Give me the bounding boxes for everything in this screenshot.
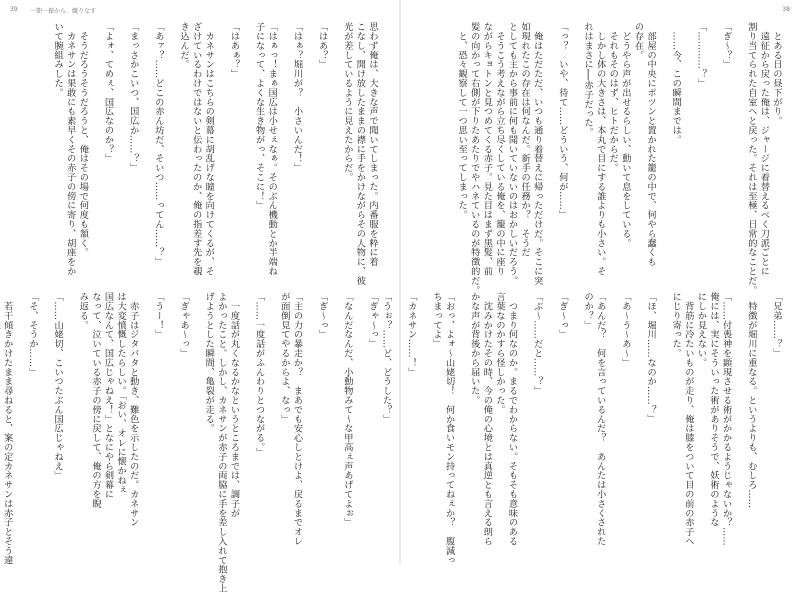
right-page-number: 38 [782,6,790,13]
running-title: 一期一振から、織りなす [30,8,97,15]
left-page-number: 39 [10,6,18,13]
left-page-top-text: 思わず俺は、大きな声で聞いてしまった。内番服を粋に着 こなし、開け放したままの襟に手をかけながらその人物に、彼 光が差しているように見えたからだ。 「はあ？」 「はぁ？堀川が？ 小さいんだ！」 「はぁっ！まぁ国広は小せぇなぁ。そのぶん機動とか半端ね 子になって、よくな生き物がっ、そこに！」 「はあぁ？」 カネサンはこちらの剣幕に胡乱げな瞳を向けてくるが、そ ざけているわけではないと伝わったのか、俺の指差す先を覗 き込んだ。 「あァ？……どこの赤ん坊だ、そいつ……ってん……？」 「まっさかこいつ、国広か……？」 「よォ、てめぇ、国広なのか？」 そうだろうそうだろうと、俺はその場で何度も頷く。 カネサンは果敢にも素早くその赤子の傍に寄り、胡座をか いて腕組みした。 [52,22,378,286]
right-page-top-text: とある日の昼下がり。 遠征から戻った俺は、ジャージに着替えるべく刀派ごとに 割り当てられた自室へと戻った。それは至極、日常的なことだ。 「ぎ〜？」 「…………？」 ……今、この瞬間までは。 部屋の中央にポツンと置かれた籠の中で、何やら蠢くも の存在。 どうやら声が出せるらしい、動いて息をしている。 それもそのはず、ヒトだからだ。 しかし体の大きさは、本丸で目にする誰よりも小さい。そ れはまさに──赤子だった。 「っ？ いや、待て……どういう、何が……」 俺はただただ、いつも通り着替えに帰っただけだ。そこに突 如現れたこの存在は何なんだ。新手の任務か？ そうだ としても主から事前に何も聞いていないのはおかしいだろう。 そうこう考えながら立ち尽くしている俺を、籠の中に座り ながらキョトンと見つめてくる赤子。見た目はまず黒髪、前 髪の向かって右側が下りたあたりでやハネているのが特徴的だ。 と、恐々観察して一つ思い至ってしまった。 [456,22,782,295]
left-page-bottom-text: 「ぎゃ〜っ」 「なんだなんだ、小動物みて〜な甲高ぇ声あげてよぉ」 「ぎ〜っ」 「主の力の暴走か？ まあでも安心しとけよ、戻るまでオレ が面倒見てやるからよ、なっ」 「……一度話がふんわりとつながる。」 一度話が丸くなるかなというところまでは、調子が よかったこと。しかし、カネサンが赤子の両脇に手を差し入れて抱き上 げようとした瞬間、亀裂が走る。 「ぎゃあ〜っ」 「うー！」 赤子はジタバタと動き、難色を示したのだ。カネサン は大変憤慨したらしい。「おい、オレに懐かねぇ 国広なんて、国広じゃねえ！」となにやら剣幕に なって、泣いている赤子の傍に戻して、俺の方を睨 み返る。 「……山姥切、こいつたぶん国広じゃねえ」 「そ、そうか……」 若干傾きかけたまま尋ねると、案の定カネサンは赤子とそう違 [1,292,378,593]
right-page-bottom-text: 「兄弟……？」 特徴が堀川に重なる。というよりも、むしろ…… 「……付喪神を顕現させる術がかかるようじゃないか？…… 俺には、実にそういった術がありそうで、妖術のような にしか見えない。 背筋に冷たいものが走り、俺は膝をついて目の前の赤子へ にじり寄った。 「ほ、堀川……なのか……？」 「あ〜う〜あ〜」 「あんだ？ 何を言っているんだ？ あんたは小さくされた のか？」 「ぎ〜っ」 「ぶ〜……だと……？」 つまり何なのか。まるでわからない。そもそも意味のある 言葉なのかすら怪しかった。 沈みかけたその時、今の俺の心境とは真逆とも言える朗ら かな声が背後から届いた。 「おっ、よォ〜山姥切！ 何か食いモン持ってねぇか？ 腹減っ ちまってよ」 「カネサン……！」 「うぉ？……ど、どうした？」 [380,292,782,565]
right-page [380,0,800,565]
